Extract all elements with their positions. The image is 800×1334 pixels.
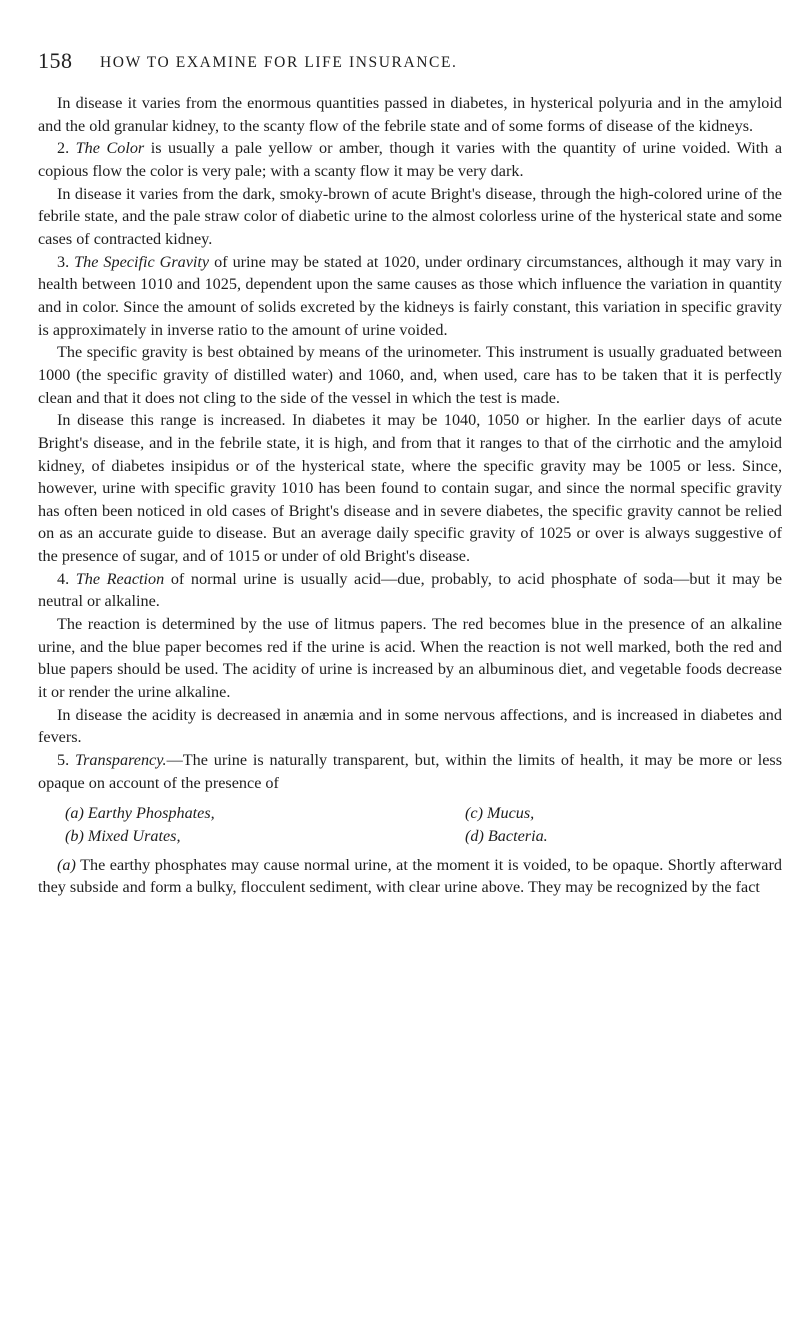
page-header: [38, 48, 778, 88]
section-heading: The Specific Gravity: [74, 252, 210, 271]
paragraph: In disease it varies from the dark, smoky-brown of acute Bright's disease, through the high-colored urine of the febrile state, and the pale straw color of diabetic urine to the almost colorless urine of the hysterical state and some cases of contracted kidney.: [38, 184, 782, 248]
paragraph: In disease it varies from the enormous quantities passed in diabetes, in hysterical polyuria and in the amyloid and the old granular kidney, to the scanty flow of the febrile state and of some forms of disease of the kidneys.: [38, 94, 782, 135]
opacity-causes-list: [38, 802, 782, 847]
page-number: 158: [38, 48, 73, 73]
section-number: 2.: [57, 139, 70, 158]
list-item: (c) Mucus,: [465, 804, 535, 823]
section-heading: The Color: [75, 139, 145, 158]
list-item: (d) Bacteria.: [465, 826, 548, 845]
list-row: [38, 802, 782, 825]
paragraph-specific-gravity: 3. The Specific Gravity of urine may be stated at 1020, under ordinary circumstances, although it may vary in health between 1010 and 1025, dependent upon the same causes as those which influence the variation in quantity and in color. Since the amount of solids excreted by the kidneys is fairly constant, this variation in specific gravity is approximately in inverse ratio to the amount of urine voided.: [38, 252, 783, 339]
paragraph-color: 2. The Color is usually a pale yellow or amber, though it varies with the quantity of urine voided. With a copious flow the color is very pale; with a scanty flow it may be very dark.: [38, 139, 783, 180]
paragraph: In disease this range is increased. In diabetes it may be 1040, 1050 or higher. In the earlier days of acute Bright's disease, and in the febrile state, it is high, and from that it ranges to that of the cirrhotic and the amyloid kidney, of diabetes insipidus or of the hysterical state, where the specific gravity may be 1005 or less. Since, however, urine with specific gravity 1010 has been found to contain sugar, and since the normal specific gravity has often been noticed in old cases of Bright's disease and in severe diabetes, the specific gravity cannot be relied on as an accurate guide to disease. But an average daily specific gravity of 1025 or over is always suggestive of the presence of sugar, and of 1015 or under of old Bright's disease.: [38, 411, 782, 566]
section-heading: Transparency.: [74, 751, 167, 770]
paragraph: The specific gravity is best obtained by means of the urinometer. This instrument is usually graduated between 1000 (the specific gravity of distilled water) and 1060, and, when used, care has to be taken that it is perfectly clean and that it does not cling to the side of the vessel in which the test is made.: [38, 343, 782, 407]
section-heading: The Reaction: [75, 569, 165, 588]
item-letter: (a): [57, 855, 76, 874]
paragraph: The reaction is determined by the use of litmus papers. The red becomes blue in the presence of an alkaline urine, and the blue paper becomes red if the urine is acid. When the reaction is not well marked, both the red and blue papers should be used. The acidity of urine is increased by an albuminous diet, and vegetable foods decrease it or render the urine alkaline.: [38, 615, 782, 702]
paragraph-earthy-phosphates: (a) The earthy phosphates may cause normal urine, at the moment it is voided, to be opaque. Shortly afterward they subside and form a bulky, flocculent sediment, with clear urine above. They may be recognized by the fact: [38, 855, 782, 897]
page-body: [38, 92, 782, 899]
list-row: [38, 825, 782, 848]
section-number: 3.: [57, 252, 70, 271]
list-item: (b) Mixed Urates,: [65, 826, 181, 845]
paragraph-reaction: 4. The Reaction of normal urine is usually acid—due, probably, to acid phosphate of soda—but it may be neutral or alkaline.: [38, 569, 783, 611]
paragraph-transparency: 5. Transparency.—The urine is naturally transparent, but, within the limits of health, it may be more or less opaque on account of the presence of: [38, 751, 782, 792]
section-number: 4.: [57, 569, 70, 588]
running-head: HOW TO EXAMINE FOR LIFE INSURANCE.: [100, 54, 458, 71]
section-number: 5.: [57, 751, 70, 770]
paragraph: In disease the acidity is decreased in anæmia and in some nervous affections, and is increased in diabetes and fevers.: [38, 705, 782, 747]
list-item: (a) Earthy Phosphates,: [65, 804, 215, 823]
